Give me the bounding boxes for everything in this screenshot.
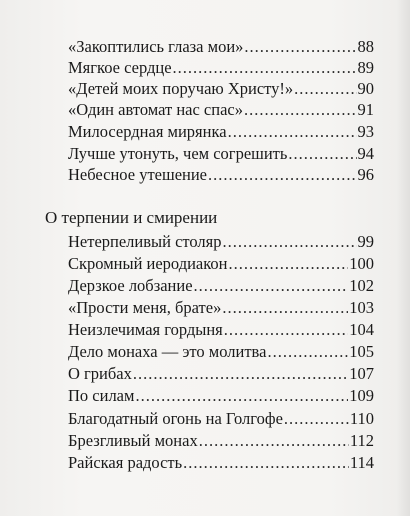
toc-entry-title: Небесное утешение (68, 165, 208, 184)
toc-leader-dots (135, 386, 348, 406)
toc-entry-title: «Один автомат нас спас» (68, 100, 243, 119)
toc-leader-dots (199, 431, 349, 451)
toc-entry (68, 144, 374, 164)
toc-entry (68, 100, 374, 120)
toc-entry-page: 90 (357, 79, 374, 98)
section-title: О терпении и смирении (45, 208, 218, 227)
toc-entry-title: Лучше утонуть, чем согрешить (68, 144, 288, 163)
toc-entry-title: По силам (68, 386, 135, 405)
toc-entry-title: «Прости меня, брате» (68, 298, 222, 317)
toc-leader-dots (194, 276, 349, 296)
toc-entry-page: 103 (349, 298, 374, 317)
toc-entry-page: 105 (349, 342, 374, 361)
toc-leader-dots (222, 298, 348, 318)
toc-entry-title: Дерзкое лобзание (68, 276, 193, 295)
toc-entry-page: 91 (357, 100, 374, 119)
toc-entry-page: 114 (349, 453, 374, 472)
toc-entry (68, 364, 374, 384)
toc-entry-title: Дело монаха — это молитва (68, 342, 267, 361)
toc-leader-dots (208, 165, 356, 185)
toc-entry-page: 102 (349, 276, 374, 295)
toc-entry-page: 94 (357, 144, 374, 163)
toc-entry-page: 100 (349, 254, 374, 273)
toc-entry (68, 37, 374, 57)
toc-leader-dots (294, 79, 356, 99)
toc-leader-dots (183, 453, 349, 473)
toc-leader-dots (133, 364, 348, 384)
toc-entry (68, 276, 374, 296)
toc-entry-title: Райская радость (68, 453, 183, 472)
toc-entry-page: 107 (349, 364, 374, 383)
toc-entry (68, 320, 374, 340)
toc-leader-dots (244, 37, 356, 57)
toc-entry-title: О грибах (68, 364, 132, 383)
toc-entry (68, 431, 374, 451)
toc-entry (68, 79, 374, 99)
toc-leader-dots (228, 122, 357, 142)
toc-entry (68, 409, 374, 429)
toc-leader-dots (244, 100, 357, 120)
toc-entry-page: 104 (349, 320, 374, 339)
toc-entry (68, 254, 374, 274)
toc-entry-page: 93 (357, 122, 374, 141)
toc-leader-dots (267, 342, 348, 362)
toc-entry (68, 453, 374, 473)
toc-entry-title: Милосердная мирянка (68, 122, 227, 141)
toc-entry (68, 122, 374, 142)
toc-entry-title: Нетерпеливый столяр (68, 232, 222, 251)
toc-entry-title: «Закоптились глаза мои» (68, 37, 244, 56)
toc-leader-dots (229, 254, 349, 274)
toc-entry-page: 88 (357, 37, 374, 56)
toc-entry-page: 109 (349, 386, 374, 405)
toc-entry-page: 112 (349, 431, 374, 450)
toc-entry (68, 58, 374, 78)
toc-leader-dots (173, 58, 357, 78)
toc-leader-dots (224, 320, 348, 340)
toc-entry (68, 342, 374, 362)
toc-entry-title: Благодатный огонь на Голгофе (68, 409, 283, 428)
toc-entry-title: Скромный иеродиакон (68, 254, 228, 273)
toc-entry (68, 165, 374, 185)
toc-entry-page: 99 (357, 232, 374, 251)
toc-entry-title: «Детей моих поручаю Христу!» (68, 79, 294, 98)
toc-entry-page: 110 (349, 409, 374, 428)
toc-entry-title: Брезгливый монах (68, 431, 198, 450)
toc-leader-dots (223, 232, 357, 252)
toc-leader-dots (288, 144, 356, 164)
toc-entry-title: Мягкое сердце (68, 58, 172, 77)
toc-entry-title: Неизлечимая гордыня (68, 320, 223, 339)
toc-entry (68, 232, 374, 252)
toc-entry (68, 386, 374, 406)
toc-entry-page: 89 (357, 58, 374, 77)
toc-entry (68, 298, 374, 318)
toc-leader-dots (284, 409, 349, 429)
toc-entry-page: 96 (357, 165, 374, 184)
page-edge-shadow (396, 0, 410, 516)
